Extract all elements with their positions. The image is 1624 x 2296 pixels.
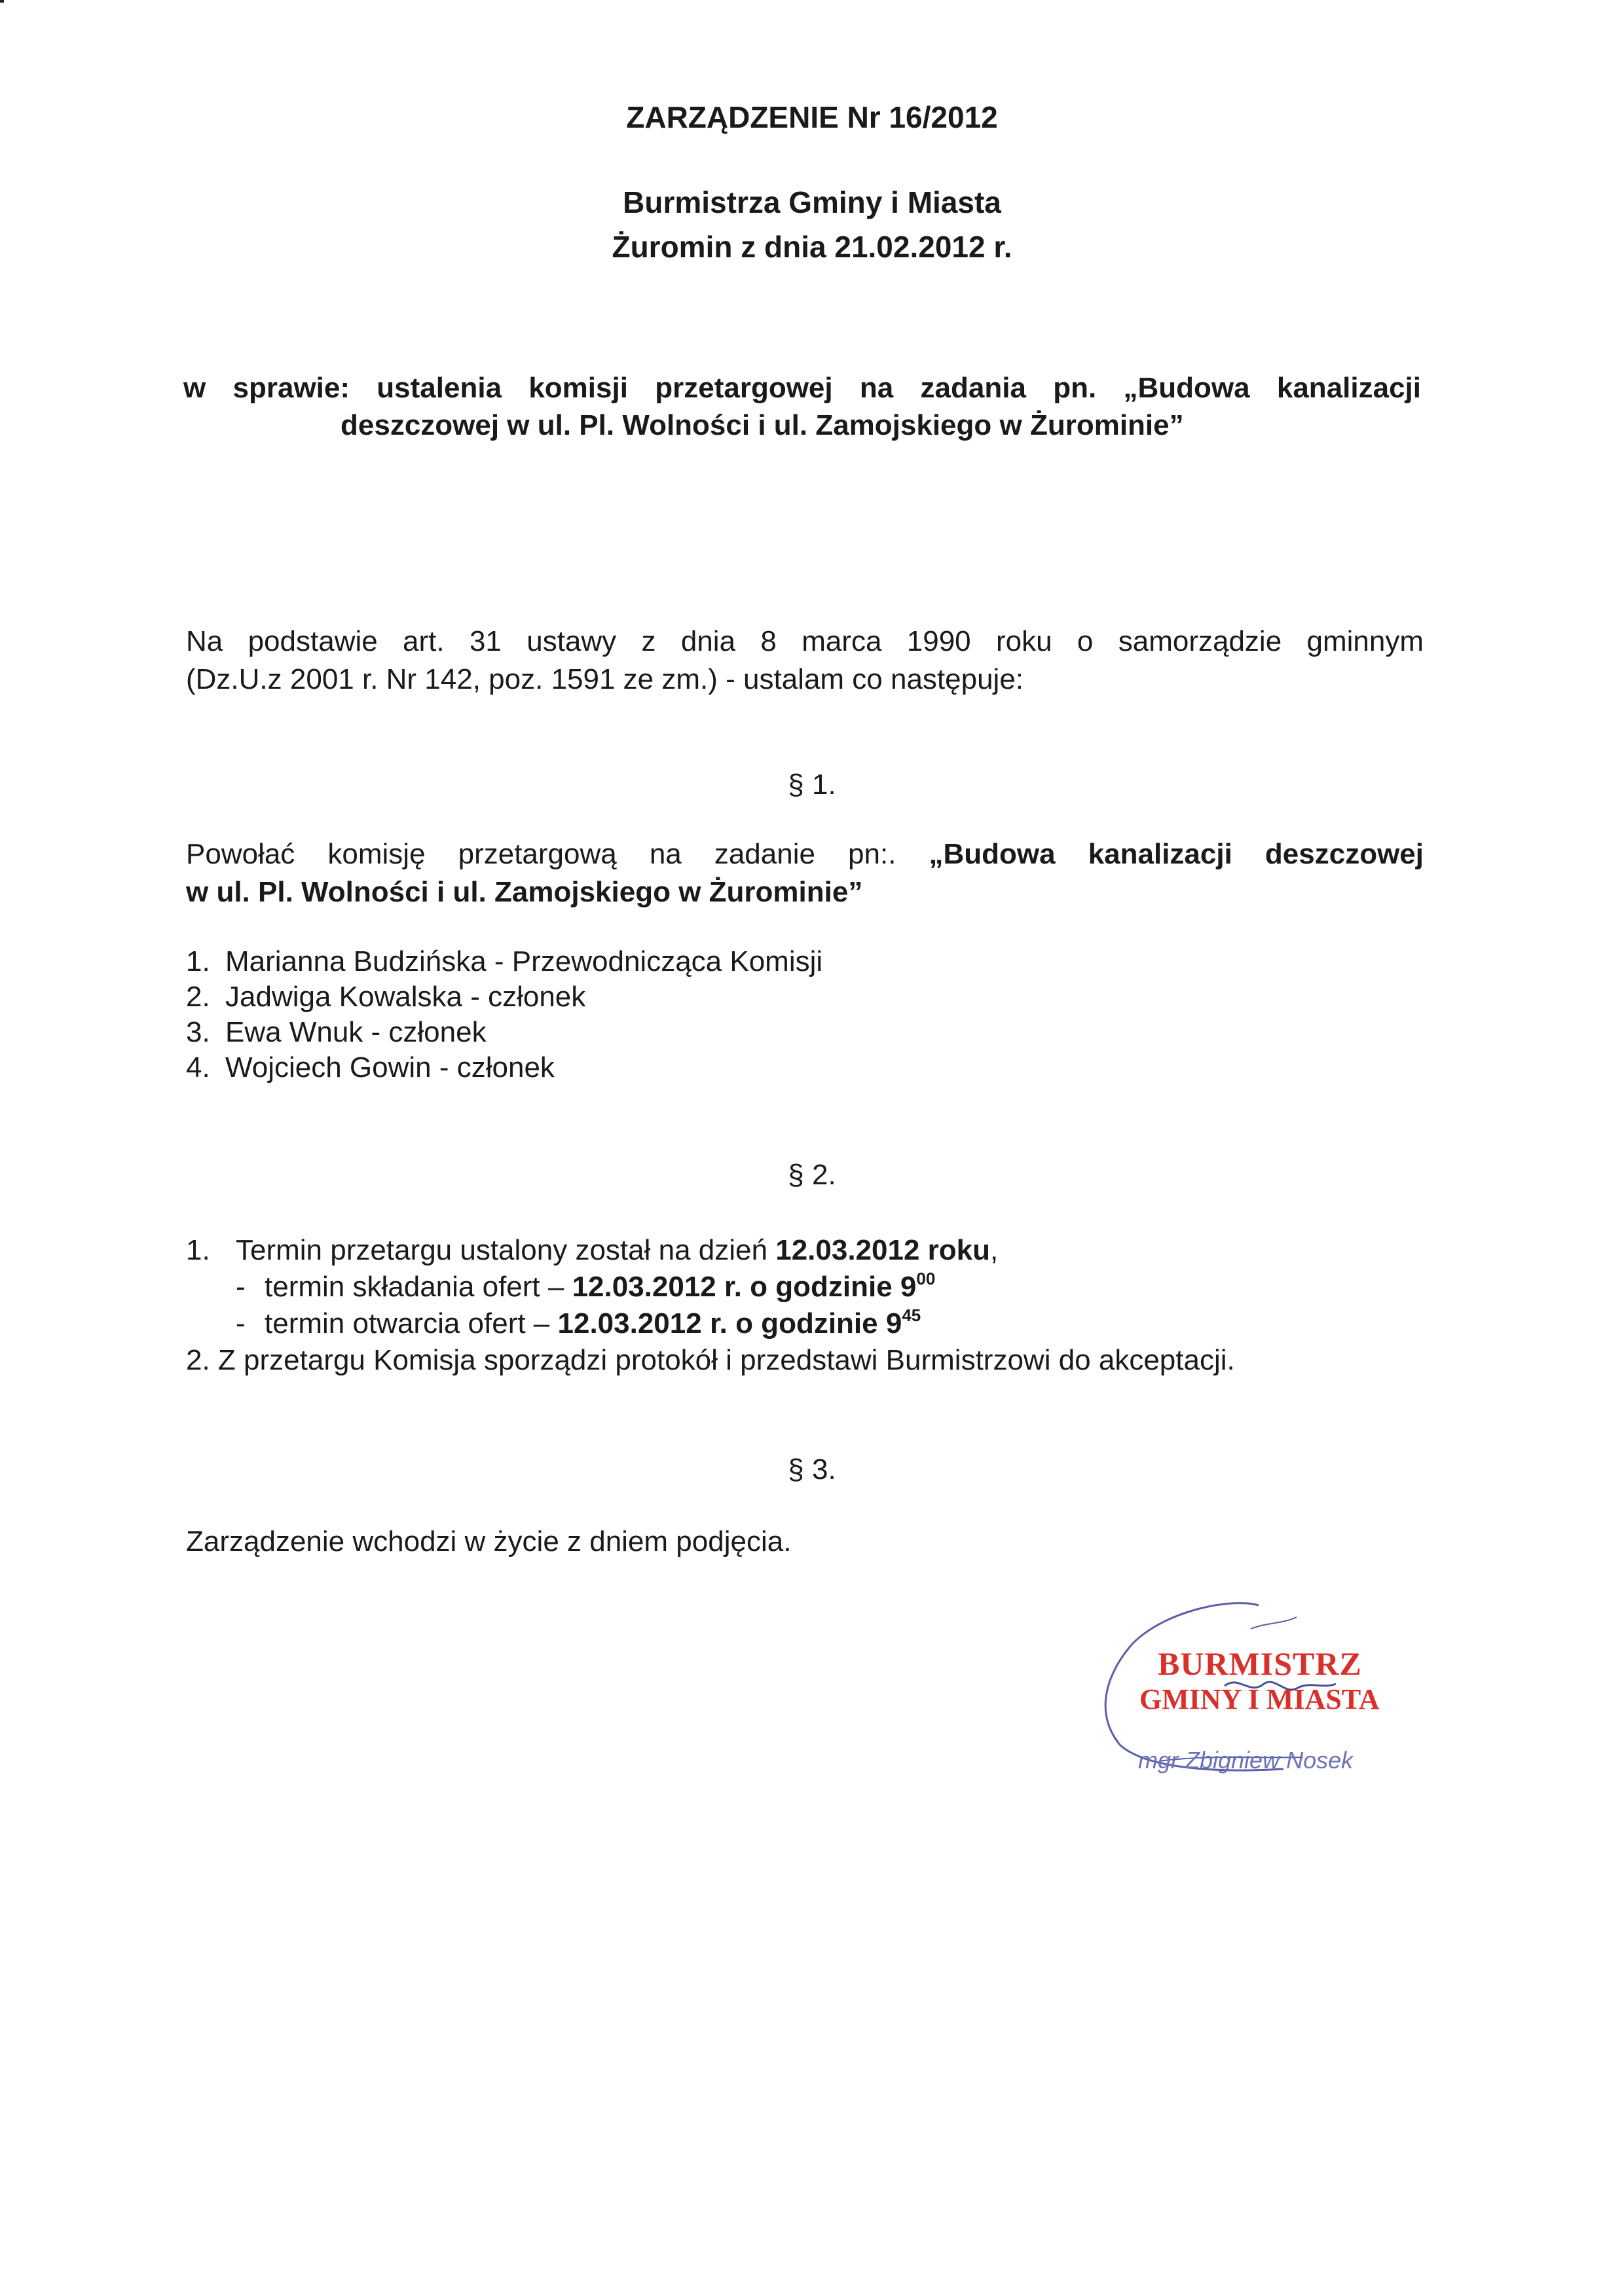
issuer-line-1: Burmistrza Gminy i Miasta <box>623 185 1001 219</box>
section-2-body <box>186 1232 1235 1379</box>
legal-basis-line-2: (Dz.U.z 2001 r. Nr 142, poz. 1591 ze zm.) - ustalam co następuje: <box>186 663 1024 695</box>
offer-opening-minutes: 45 <box>902 1305 921 1325</box>
section-1-intro <box>186 838 1424 871</box>
member-text: Wojciech Gowin - członek <box>225 1051 555 1084</box>
offer-opening-bold: 12.03.2012 r. o godzinie 9 <box>557 1307 902 1339</box>
section-2-heading: § 2. <box>788 1159 836 1191</box>
effective-date-text: Zarządzenie wchodzi w życie z dniem podjęcia. <box>186 1525 792 1558</box>
list-number: 4. <box>186 1051 210 1084</box>
member-text: Jadwiga Kowalska - członek <box>225 981 586 1013</box>
subject-line-2: deszczowej w ul. Pl. Wolności i ul. Zamojskiego w Żurominie” <box>341 409 1184 441</box>
section-1-intro-line-2: w ul. Pl. Wolności i ul. Zamojskiego w Żurominie” <box>186 876 863 908</box>
subject-line-1: w sprawie: ustalenia komisji przetargowej na zadania pn. „Budowa kanalizacji <box>183 372 1421 404</box>
offer-submission-bold: 12.03.2012 r. o godzinie 9 <box>572 1271 917 1303</box>
document-title: ZARZĄDZENIE Nr 16/2012 <box>626 100 998 134</box>
tender-date-plain: Termin przetargu ustalony został na dzień <box>236 1234 776 1266</box>
list-number: 3. <box>186 1016 210 1048</box>
protocol-item: 2. Z przetargu Komisja sporządzi protokół i przedstawi Burmistrzowi do akceptacji. <box>186 1344 1235 1376</box>
member-text: Ewa Wnuk - członek <box>225 1016 487 1048</box>
legal-basis-line-1: Na podstawie art. 31 ustawy z dnia 8 marca 1990 roku o samorządzie gminnym <box>186 625 1424 657</box>
list-item <box>186 979 822 1015</box>
bullet-dash: - <box>236 1307 246 1339</box>
list-item <box>186 1015 822 1050</box>
scan-artifact <box>0 0 4 3</box>
list-number: 1. <box>186 1234 210 1266</box>
tender-date-item <box>186 1232 1235 1269</box>
list-item <box>186 1050 822 1085</box>
committee-members-list <box>186 944 822 1085</box>
section-3-heading: § 3. <box>788 1453 836 1485</box>
issuer-line-2: Żuromin z dnia 21.02.2012 r. <box>612 230 1012 264</box>
offer-opening-item <box>186 1305 1235 1342</box>
tender-date-bold: 12.03.2012 roku <box>775 1234 991 1266</box>
section-1-heading: § 1. <box>788 769 836 801</box>
offer-opening-plain: termin otwarcia ofert – <box>265 1307 558 1339</box>
mayor-stamp <box>1067 1597 1434 1781</box>
stamp-subtitle: GMINY I MIASTA <box>1139 1683 1380 1715</box>
stamp-title: BURMISTRZ <box>1158 1645 1362 1682</box>
list-number: 2. <box>186 981 210 1013</box>
offer-submission-item <box>186 1269 1235 1305</box>
list-item <box>186 944 822 979</box>
tender-date-tail: , <box>990 1234 999 1266</box>
list-number: 1. <box>186 945 210 977</box>
bullet-dash: - <box>236 1271 246 1303</box>
section-1-intro-bold: „Budowa kanalizacji deszczowej <box>929 838 1424 870</box>
member-text: Marianna Budzińska - Przewodnicząca Komisji <box>225 945 823 977</box>
offer-submission-minutes: 00 <box>916 1269 936 1288</box>
section-1-intro-plain: Powołać komisję przetargową na zadanie pn:. <box>186 838 896 870</box>
stamp-name: mgr Zbigniew Nosek <box>1138 1747 1354 1774</box>
offer-submission-plain: termin składania ofert – <box>265 1271 572 1303</box>
